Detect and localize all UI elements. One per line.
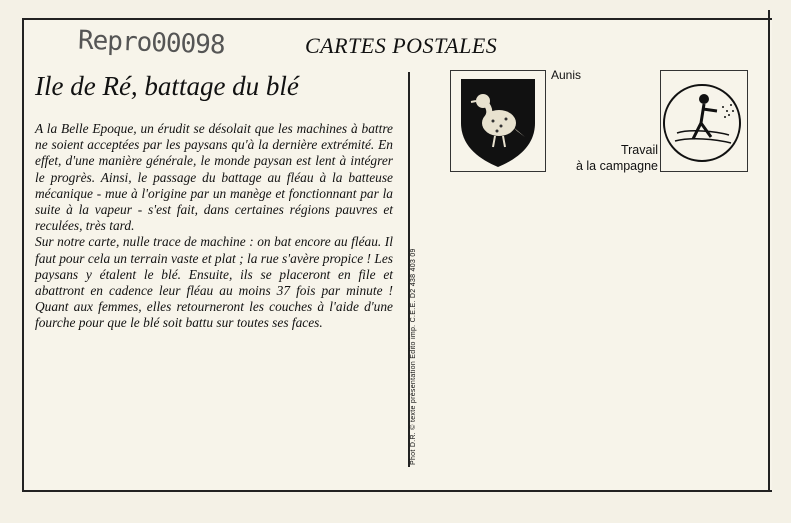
description-paragraph-1: A la Belle Epoque, un érudit se désolait que les machines à battre ne soient acceptées par les paysans qu'à la dernière extrémité. En effet, d'une manière générale, le monde paysan est lent à intégrer le progrès. Ainsi, le passage du battage au fléau à la batteuse mécanique - mue à l'origine par un manège et fonctionnant par la suite à la vapeur - s'est fait, dans certaines régions pauvres et reculées, très tard. (35, 121, 393, 234)
theme-label-line-2: à la campagne (575, 159, 658, 173)
region-label: Aunis (551, 68, 582, 82)
series-title: CARTES POSTALES (305, 33, 498, 58)
handwritten-reference: Repro00098 (77, 25, 226, 61)
sower-icon (661, 71, 747, 171)
region-emblem-frame (450, 70, 546, 172)
description-paragraph-2: Sur notre carte, nulle trace de machine : on bat encore au fléau. Il faut pour cela un terrain vaste et plat ; la rue s'avère propice ! Les paysans y étalent le blé. Ensuite, ils se placeront en file et abattront en cadence leur fléau au moins 37 fois par minute ! Quant aux femmes, elles retourneront les couches à l'aide d'une fourche pour que le blé soit battu sur toutes ses faces. (35, 234, 393, 331)
shield-bird-icon (451, 71, 545, 171)
card-title: Ile de Ré, battage du blé (35, 71, 299, 101)
theme-emblem-frame (660, 70, 748, 172)
theme-label (563, 142, 658, 174)
description-text (35, 121, 393, 332)
photo-credit: Phot D.R. © texte présentation Edito imp. C.E.E. D2 438 403 09 (410, 248, 417, 465)
card-right-edge (768, 10, 770, 490)
theme-label-line-1: Travail (620, 143, 658, 157)
